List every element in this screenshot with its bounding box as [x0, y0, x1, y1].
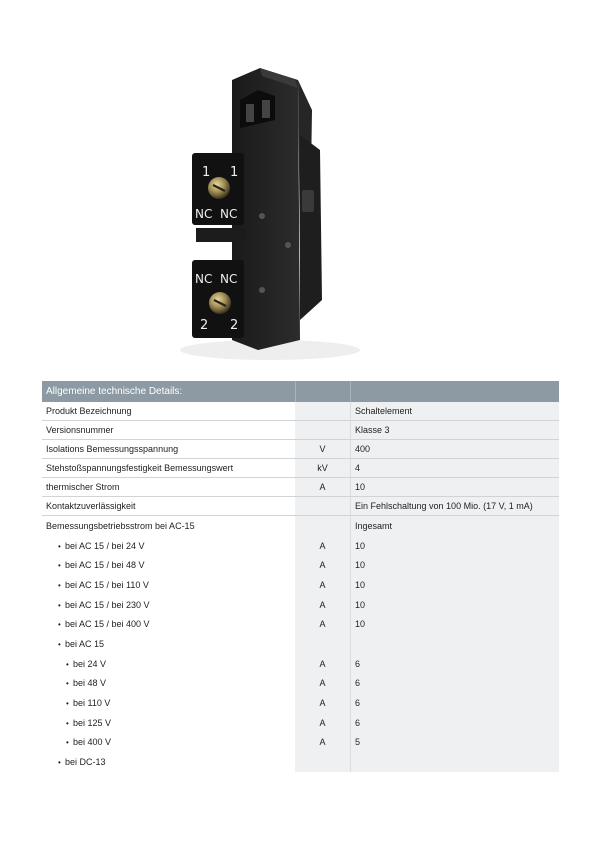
- bullet-icon: •: [58, 758, 61, 768]
- row-label-cell: [42, 698, 295, 708]
- row-unit: A: [319, 482, 326, 492]
- contact-block-upper: [192, 153, 244, 225]
- row-unit: V: [319, 444, 326, 454]
- row-label: Bemessungsbetriebsstrom bei AC-15: [46, 520, 195, 531]
- row-value: Klasse 3: [355, 425, 390, 435]
- row-label: bei 125 V: [73, 717, 112, 728]
- row-label: bei AC 15: [65, 638, 105, 649]
- bullet-icon: •: [66, 699, 69, 709]
- row-label: bei AC 15 / bei 400 V: [65, 619, 150, 630]
- bullet-icon: •: [58, 600, 61, 610]
- row-value: 6: [355, 678, 361, 689]
- row-value: 10: [355, 579, 366, 590]
- terminal-label: 2: [200, 318, 209, 333]
- row-label-cell: [42, 444, 295, 454]
- table-row: [42, 733, 559, 753]
- row-label: bei AC 15 / bei 24 V: [65, 540, 145, 551]
- row-value: 10: [355, 482, 366, 492]
- terminal-label: NC: [195, 272, 213, 286]
- row-value: 6: [355, 717, 361, 728]
- table-header-unit-col: [295, 381, 350, 402]
- row-label-cell: [42, 541, 295, 551]
- row-label-cell: [42, 659, 295, 669]
- row-label: bei 48 V: [73, 678, 107, 689]
- table-row: [42, 752, 559, 772]
- row-value: Ein Fehlschaltung von 100 Mio. (17 V, 1 mA): [355, 501, 533, 511]
- block-divider: [196, 228, 246, 242]
- table-row: [42, 478, 559, 497]
- row-label: Isolations Bemessungsspannung: [46, 444, 179, 454]
- bullet-icon: •: [58, 580, 61, 590]
- row-label-cell: [42, 425, 295, 435]
- row-label: bei DC-13: [65, 757, 106, 768]
- terminal-label: 2: [230, 318, 239, 333]
- row-unit: A: [319, 717, 326, 728]
- row-value: Schaltelement: [355, 406, 413, 416]
- row-label-cell: [42, 600, 295, 610]
- table-row: [42, 555, 559, 575]
- row-label-cell: [42, 718, 295, 728]
- row-label: bei 400 V: [73, 737, 112, 748]
- row-label-cell: [42, 580, 295, 590]
- terminal-label: NC: [220, 207, 238, 221]
- row-value: 10: [355, 619, 366, 630]
- table-row: [42, 634, 559, 654]
- row-label-cell: [42, 639, 295, 649]
- row-label-cell: [42, 678, 295, 688]
- row-value: Ingesamt: [355, 520, 393, 531]
- table-row: [42, 575, 559, 595]
- table-row: [42, 713, 559, 733]
- terminal-label: 1: [202, 165, 211, 180]
- row-value: 10: [355, 560, 366, 571]
- bullet-icon: •: [66, 738, 69, 748]
- row-value: 10: [355, 540, 366, 551]
- table-row: [42, 693, 559, 713]
- row-value: 6: [355, 658, 361, 669]
- table-row: [42, 421, 559, 440]
- table-header-value-col: [350, 381, 559, 402]
- table-body: [42, 402, 559, 772]
- row-label-cell: [42, 406, 295, 416]
- row-label-cell: [42, 737, 295, 747]
- bullet-icon: •: [58, 541, 61, 551]
- row-label-cell: [42, 463, 295, 473]
- row-label: bei 110 V: [73, 698, 111, 709]
- row-unit: A: [319, 619, 326, 630]
- row-unit: A: [319, 658, 326, 669]
- table-row: [42, 536, 559, 556]
- row-value: 400: [355, 444, 371, 454]
- row-unit: kV: [317, 463, 328, 473]
- row-unit: A: [319, 560, 326, 571]
- bullet-icon: •: [58, 639, 61, 649]
- contact-block-lower: [192, 260, 244, 338]
- bullet-icon: •: [58, 620, 61, 630]
- row-label-cell: [42, 757, 295, 767]
- row-label: thermischer Strom: [46, 482, 120, 492]
- table-row: [42, 497, 559, 516]
- terminal-label: 1: [230, 165, 239, 180]
- table-header: [42, 381, 559, 402]
- terminal-label: NC: [195, 207, 213, 221]
- table-row: [42, 654, 559, 674]
- row-label: Stehstoßspannungsfestigkeit Bemessungswert: [46, 463, 234, 473]
- row-label: Versionsnummer: [46, 425, 114, 435]
- table-row: [42, 674, 559, 694]
- table-row: [42, 614, 559, 634]
- row-label: bei 24 V: [73, 658, 107, 669]
- bullet-icon: •: [66, 659, 69, 669]
- table-row: [42, 516, 559, 536]
- row-value: 4: [355, 463, 361, 473]
- row-label: bei AC 15 / bei 230 V: [65, 599, 150, 610]
- row-unit: A: [319, 599, 326, 610]
- row-unit: A: [319, 540, 326, 551]
- row-unit: A: [319, 678, 326, 689]
- row-label-cell: [42, 521, 295, 531]
- row-label-cell: [42, 560, 295, 570]
- bullet-icon: •: [58, 561, 61, 571]
- bullet-icon: •: [66, 718, 69, 728]
- row-unit: A: [319, 579, 326, 590]
- contact-block-body: [232, 68, 322, 350]
- row-label: Produkt Bezeichnung: [46, 406, 132, 416]
- table-row: [42, 459, 559, 478]
- row-value: 5: [355, 737, 361, 748]
- row-unit: A: [319, 698, 326, 709]
- row-unit: A: [319, 737, 326, 748]
- table-row: [42, 440, 559, 459]
- row-value: 10: [355, 599, 366, 610]
- terminal-label: NC: [220, 272, 238, 286]
- table-row: [42, 595, 559, 615]
- product-photo: [150, 40, 410, 370]
- table-header-title: Allgemeine technische Details:: [46, 386, 183, 397]
- row-label: Kontaktzuverlässigkeit: [46, 501, 136, 511]
- row-label: bei AC 15 / bei 48 V: [65, 560, 145, 571]
- row-value: 6: [355, 698, 361, 709]
- table-row: [42, 402, 559, 421]
- row-label-cell: [42, 482, 295, 492]
- bullet-icon: •: [66, 679, 69, 689]
- technical-details-table: [42, 381, 559, 772]
- row-label: bei AC 15 / bei 110 V: [65, 579, 149, 590]
- row-label-cell: [42, 619, 295, 629]
- row-label-cell: [42, 501, 295, 511]
